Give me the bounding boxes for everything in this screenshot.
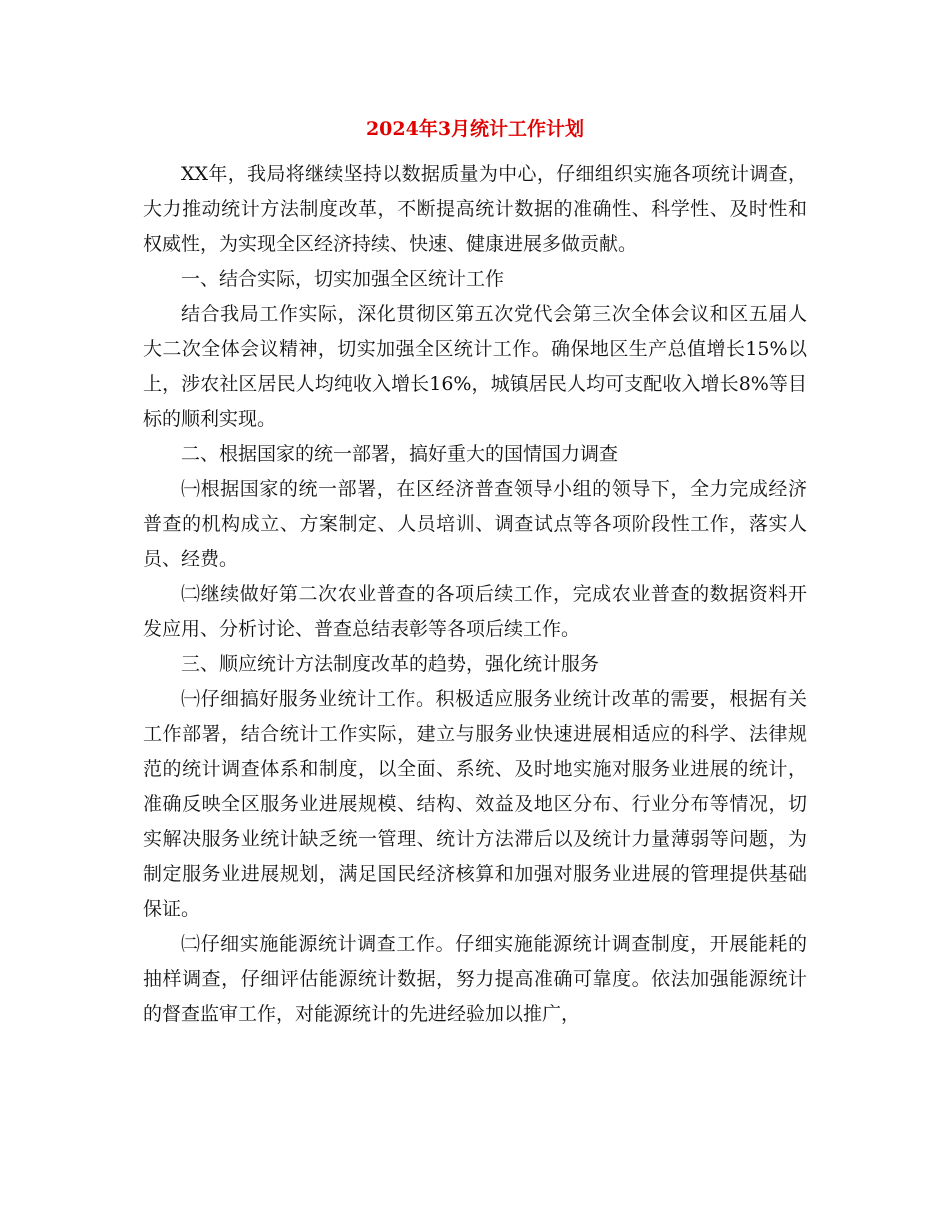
paragraph-2-2: ㈡继续做好第二次农业普查的各项后续工作，完成农业普查的数据资料开发应用、分析讨论、普查总结表彰等各项后续工作。	[143, 583, 807, 640]
paragraph-3-1: ㈠仔细搞好服务业统计工作。积极适应服务业统计改革的需要，根据有关工作部署，结合统计工作实际，建立与服务业快速进展相适应的科学、法律规范的统计调查体系和制度，以全面、系统、及时地实施对服务业进展的统计，准确反映全区服务业进展规模、结构、效益及地区分布、行业分布等情况，切实解决服务业统计缺乏统一管理、统计方法滞后以及统计力量薄弱等问题，为制定服务业进展规划，满足国民经济核算和加强对服务业进展的管理提供基础保证。	[143, 688, 807, 920]
section-heading-3: 三、顺应统计方法制度改革的趋势，强化统计服务	[181, 653, 600, 675]
paragraph-intro: XX年，我局将继续坚持以数据质量为中心，仔细组织实施各项统计调查，大力推动统计方法制度改革，不断提高统计数据的准确性、科学性、及时性和权威性，为实现全区经济持续、快速、健康进展多做贡献。	[143, 163, 807, 255]
document-title: 2024年3月统计工作计划	[365, 118, 585, 140]
paragraph-section-1: 结合我局工作实际，深化贯彻区第五次党代会第三次全体会议和区五届人大二次全体会议精神，切实加强全区统计工作。确保地区生产总值增长15%以上，涉农社区居民人均纯收入增长16%，城镇居民人均可支配收入增长8%等目标的顺利实现。	[143, 303, 807, 430]
paragraph-3-2: ㈡仔细实施能源统计调查工作。仔细实施能源统计调查制度，开展能耗的抽样调查，仔细评估能源统计数据，努力提高准确可靠度。依法加强能源统计的督查监审工作，对能源统计的先进经验加以推广，	[143, 933, 807, 1025]
paragraph-2-1: ㈠根据国家的统一部署，在区经济普查领导小组的领导下，全力完成经济普查的机构成立、方案制定、人员培训、调查试点等各项阶段性工作，落实人员、经费。	[143, 478, 807, 570]
section-heading-2: 二、根据国家的统一部署，搞好重大的国情国力调查	[181, 443, 619, 465]
document-body	[143, 157, 807, 1032]
section-heading-1: 一、结合实际，切实加强全区统计工作	[181, 268, 505, 290]
